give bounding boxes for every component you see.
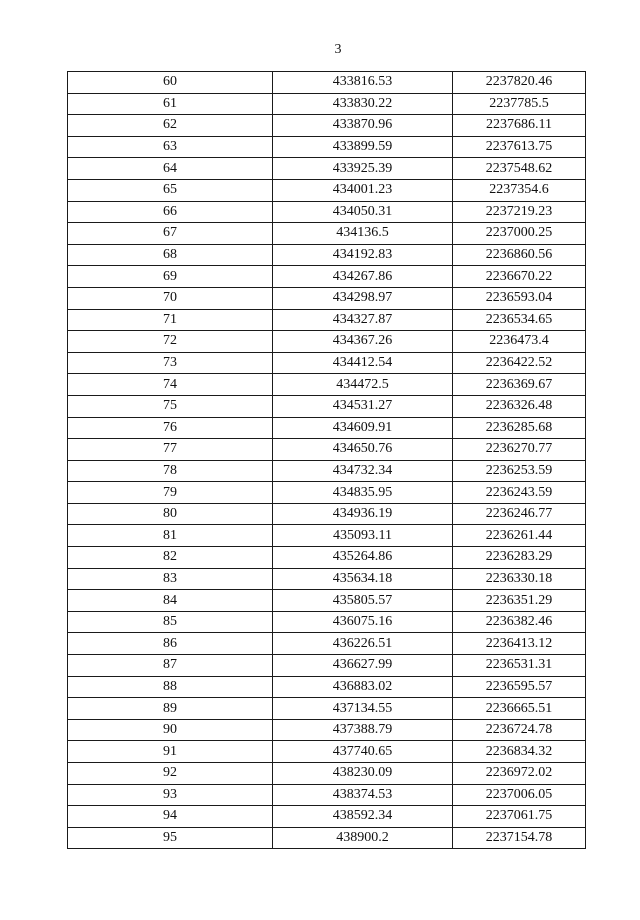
point-number-cell: 69 [68, 266, 273, 288]
x-coordinate-cell: 433870.96 [273, 115, 453, 137]
point-number-cell: 63 [68, 136, 273, 158]
point-number-cell: 78 [68, 460, 273, 482]
y-coordinate-cell: 2236253.59 [453, 460, 586, 482]
table-row [68, 201, 586, 223]
x-coordinate-cell: 433830.22 [273, 93, 453, 115]
table-row [68, 72, 586, 94]
page-number: 3 [334, 42, 342, 57]
table-row [68, 503, 586, 525]
table-row [68, 244, 586, 266]
y-coordinate-cell: 2236382.46 [453, 611, 586, 633]
x-coordinate-cell: 436075.16 [273, 611, 453, 633]
y-coordinate-cell: 2236243.59 [453, 482, 586, 504]
x-coordinate-cell: 434650.76 [273, 439, 453, 461]
x-coordinate-cell: 434531.27 [273, 395, 453, 417]
y-coordinate-cell: 2237548.62 [453, 158, 586, 180]
table-row [68, 676, 586, 698]
point-number-cell: 64 [68, 158, 273, 180]
x-coordinate-cell: 437134.55 [273, 698, 453, 720]
y-coordinate-cell: 2236326.48 [453, 395, 586, 417]
point-number-cell: 94 [68, 806, 273, 828]
point-number-cell: 88 [68, 676, 273, 698]
table-row [68, 374, 586, 396]
table-row [68, 525, 586, 547]
y-coordinate-cell: 2236422.52 [453, 352, 586, 374]
coordinates-table-body [68, 72, 586, 849]
x-coordinate-cell: 437740.65 [273, 741, 453, 763]
x-coordinate-cell: 434472.5 [273, 374, 453, 396]
y-coordinate-cell: 2236246.77 [453, 503, 586, 525]
x-coordinate-cell: 438374.53 [273, 784, 453, 806]
point-number-cell: 85 [68, 611, 273, 633]
y-coordinate-cell: 2236665.51 [453, 698, 586, 720]
point-number-cell: 67 [68, 223, 273, 245]
x-coordinate-cell: 434267.86 [273, 266, 453, 288]
point-number-cell: 68 [68, 244, 273, 266]
y-coordinate-cell: 2236972.02 [453, 763, 586, 785]
y-coordinate-cell: 2236724.78 [453, 719, 586, 741]
x-coordinate-cell: 434136.5 [273, 223, 453, 245]
x-coordinate-cell: 434367.26 [273, 331, 453, 353]
x-coordinate-cell: 437388.79 [273, 719, 453, 741]
y-coordinate-cell: 2236369.67 [453, 374, 586, 396]
table-row [68, 223, 586, 245]
table-row [68, 158, 586, 180]
point-number-cell: 90 [68, 719, 273, 741]
table-row [68, 331, 586, 353]
table-row [68, 741, 586, 763]
x-coordinate-cell: 435264.86 [273, 547, 453, 569]
table-row [68, 179, 586, 201]
point-number-cell: 83 [68, 568, 273, 590]
point-number-cell: 77 [68, 439, 273, 461]
x-coordinate-cell: 434732.34 [273, 460, 453, 482]
point-number-cell: 61 [68, 93, 273, 115]
y-coordinate-cell: 2237785.5 [453, 93, 586, 115]
point-number-cell: 92 [68, 763, 273, 785]
y-coordinate-cell: 2236413.12 [453, 633, 586, 655]
y-coordinate-cell: 2236283.29 [453, 547, 586, 569]
point-number-cell: 84 [68, 590, 273, 612]
table-row [68, 784, 586, 806]
y-coordinate-cell: 2236270.77 [453, 439, 586, 461]
y-coordinate-cell: 2237061.75 [453, 806, 586, 828]
table-row [68, 287, 586, 309]
table-row [68, 115, 586, 137]
y-coordinate-cell: 2236261.44 [453, 525, 586, 547]
table-row [68, 136, 586, 158]
x-coordinate-cell: 434192.83 [273, 244, 453, 266]
x-coordinate-cell: 438592.34 [273, 806, 453, 828]
y-coordinate-cell: 2236351.29 [453, 590, 586, 612]
point-number-cell: 76 [68, 417, 273, 439]
y-coordinate-cell: 2236834.32 [453, 741, 586, 763]
point-number-cell: 81 [68, 525, 273, 547]
table-row [68, 590, 586, 612]
y-coordinate-cell: 2237820.46 [453, 72, 586, 94]
y-coordinate-cell: 2237354.6 [453, 179, 586, 201]
point-number-cell: 65 [68, 179, 273, 201]
x-coordinate-cell: 435093.11 [273, 525, 453, 547]
y-coordinate-cell: 2236593.04 [453, 287, 586, 309]
table-row [68, 611, 586, 633]
table-row [68, 806, 586, 828]
x-coordinate-cell: 435805.57 [273, 590, 453, 612]
table-row [68, 547, 586, 569]
point-number-cell: 73 [68, 352, 273, 374]
point-number-cell: 60 [68, 72, 273, 94]
y-coordinate-cell: 2236285.68 [453, 417, 586, 439]
point-number-cell: 95 [68, 827, 273, 849]
point-number-cell: 75 [68, 395, 273, 417]
x-coordinate-cell: 435634.18 [273, 568, 453, 590]
table-row [68, 568, 586, 590]
table-row [68, 827, 586, 849]
coordinates-table [67, 71, 586, 849]
x-coordinate-cell: 434936.19 [273, 503, 453, 525]
x-coordinate-cell: 436627.99 [273, 655, 453, 677]
point-number-cell: 62 [68, 115, 273, 137]
x-coordinate-cell: 434001.23 [273, 179, 453, 201]
point-number-cell: 74 [68, 374, 273, 396]
table-row [68, 655, 586, 677]
table-row [68, 309, 586, 331]
y-coordinate-cell: 2236534.65 [453, 309, 586, 331]
x-coordinate-cell: 433925.39 [273, 158, 453, 180]
point-number-cell: 82 [68, 547, 273, 569]
y-coordinate-cell: 2237686.11 [453, 115, 586, 137]
table-row [68, 460, 586, 482]
x-coordinate-cell: 434412.54 [273, 352, 453, 374]
y-coordinate-cell: 2237219.23 [453, 201, 586, 223]
point-number-cell: 79 [68, 482, 273, 504]
point-number-cell: 86 [68, 633, 273, 655]
table-row [68, 352, 586, 374]
point-number-cell: 91 [68, 741, 273, 763]
x-coordinate-cell: 434298.97 [273, 287, 453, 309]
x-coordinate-cell: 434835.95 [273, 482, 453, 504]
table-row [68, 417, 586, 439]
table-row [68, 93, 586, 115]
x-coordinate-cell: 438230.09 [273, 763, 453, 785]
x-coordinate-cell: 433899.59 [273, 136, 453, 158]
point-number-cell: 71 [68, 309, 273, 331]
y-coordinate-cell: 2236860.56 [453, 244, 586, 266]
x-coordinate-cell: 438900.2 [273, 827, 453, 849]
table-row [68, 482, 586, 504]
x-coordinate-cell: 433816.53 [273, 72, 453, 94]
point-number-cell: 93 [68, 784, 273, 806]
x-coordinate-cell: 436883.02 [273, 676, 453, 698]
x-coordinate-cell: 436226.51 [273, 633, 453, 655]
y-coordinate-cell: 2236473.4 [453, 331, 586, 353]
point-number-cell: 80 [68, 503, 273, 525]
table-row [68, 633, 586, 655]
x-coordinate-cell: 434050.31 [273, 201, 453, 223]
y-coordinate-cell: 2237154.78 [453, 827, 586, 849]
y-coordinate-cell: 2237000.25 [453, 223, 586, 245]
y-coordinate-cell: 2236595.57 [453, 676, 586, 698]
point-number-cell: 72 [68, 331, 273, 353]
point-number-cell: 87 [68, 655, 273, 677]
y-coordinate-cell: 2236531.31 [453, 655, 586, 677]
table-row [68, 698, 586, 720]
table-row [68, 719, 586, 741]
table-row [68, 266, 586, 288]
y-coordinate-cell: 2236330.18 [453, 568, 586, 590]
y-coordinate-cell: 2236670.22 [453, 266, 586, 288]
table-row [68, 395, 586, 417]
y-coordinate-cell: 2237613.75 [453, 136, 586, 158]
point-number-cell: 70 [68, 287, 273, 309]
table-row [68, 763, 586, 785]
point-number-cell: 89 [68, 698, 273, 720]
x-coordinate-cell: 434609.91 [273, 417, 453, 439]
y-coordinate-cell: 2237006.05 [453, 784, 586, 806]
point-number-cell: 66 [68, 201, 273, 223]
x-coordinate-cell: 434327.87 [273, 309, 453, 331]
table-row [68, 439, 586, 461]
